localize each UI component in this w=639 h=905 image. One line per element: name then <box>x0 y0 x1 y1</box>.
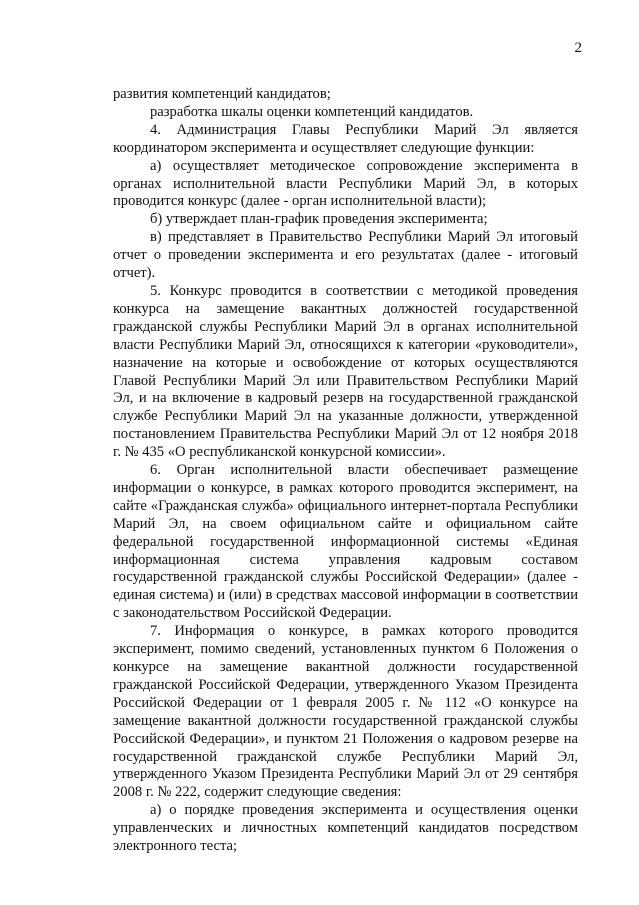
document-body <box>113 86 578 856</box>
page-number: 2 <box>574 40 582 56</box>
paragraph-item-4a: а) осуществляет методическое сопровождение эксперимента в органах исполнительной власти Республики Марий Эл, в которых проводится конкурс (далее - орган исполнительной власти); <box>113 157 578 210</box>
paragraph-item-4c: в) представляет в Правительство Республики Марий Эл итоговый отчет о проведении эксперимента и его результатах (далее - итоговый отчет). <box>113 229 578 282</box>
paragraph-item-4b: б) утверждает план-график проведения эксперимента; <box>150 211 488 228</box>
paragraph-item-7: 7. Информация о конкурсе, в рамках которого проводится эксперимент, помимо сведений, установленных пунктом 6 Положения о конкурсе на замещение вакантной должности государственной гражданской Российской Федерации, утвержденного Указом Президента Российской Федерации от 1 февраля 2005 г. № 112 «О конкурсе на замещение вакантной должности государственной гражданской службы Российской Федерации», и пунктом 21 Положения о кадровом резерве на государственной гражданской службе Республики Марий Эл, утвержденного Указом Президента Республики Марий Эл от 29 сентября 2008 г. № 222, содержит следующие сведения: <box>113 623 578 801</box>
paragraph-item-5: 5. Конкурс проводится в соответствии с методикой проведения конкурса на замещение вакантных должностей государственной гражданской службы Республики Марий Эл в органах исполнительной власти Республики Марий Эл, относящихся к категории «руководители», назначение на которые и освобождение от которых осуществляются Главой Республики Марий Эл или Правительством Республики Марий Эл, и на включение в кадровый резерв на государственной гражданской службе Республики Марий Эл на указанные должности, утвержденной постановлением Правительства Республики Марий Эл от 12 ноября 2018 г. № 435 «О республиканской конкурсной комиссии». <box>113 282 578 461</box>
paragraph-item-6: 6. Орган исполнительной власти обеспечивает размещение информации о конкурсе, в рамках которого проводится эксперимент, на сайте «Гражданская служба» официального интернет-портала Республики Марий Эл, на своем официальном сайте и официальном сайте федеральной государственной информационной системы «Единая информационная система управления кадровым составом государственной гражданской службы Российской Федерации» (далее - единая система) и (или) в средствах массовой информации в соответствии с законодательством Российской Федерации. <box>113 462 578 622</box>
paragraph-continuation: развития компетенций кандидатов; <box>113 86 331 102</box>
paragraph-item-4: 4. Администрация Главы Республики Марий Эл является координатором эксперимента и осуществляет следующие функции: <box>113 121 578 156</box>
paragraph-item-7a: а) о порядке проведения эксперимента и осуществления оценки управленческих и личностных компетенций кандидатов посредством электронного теста; <box>113 802 578 855</box>
paragraph-scale-development: разработка шкалы оценки компетенций кандидатов. <box>150 103 474 120</box>
